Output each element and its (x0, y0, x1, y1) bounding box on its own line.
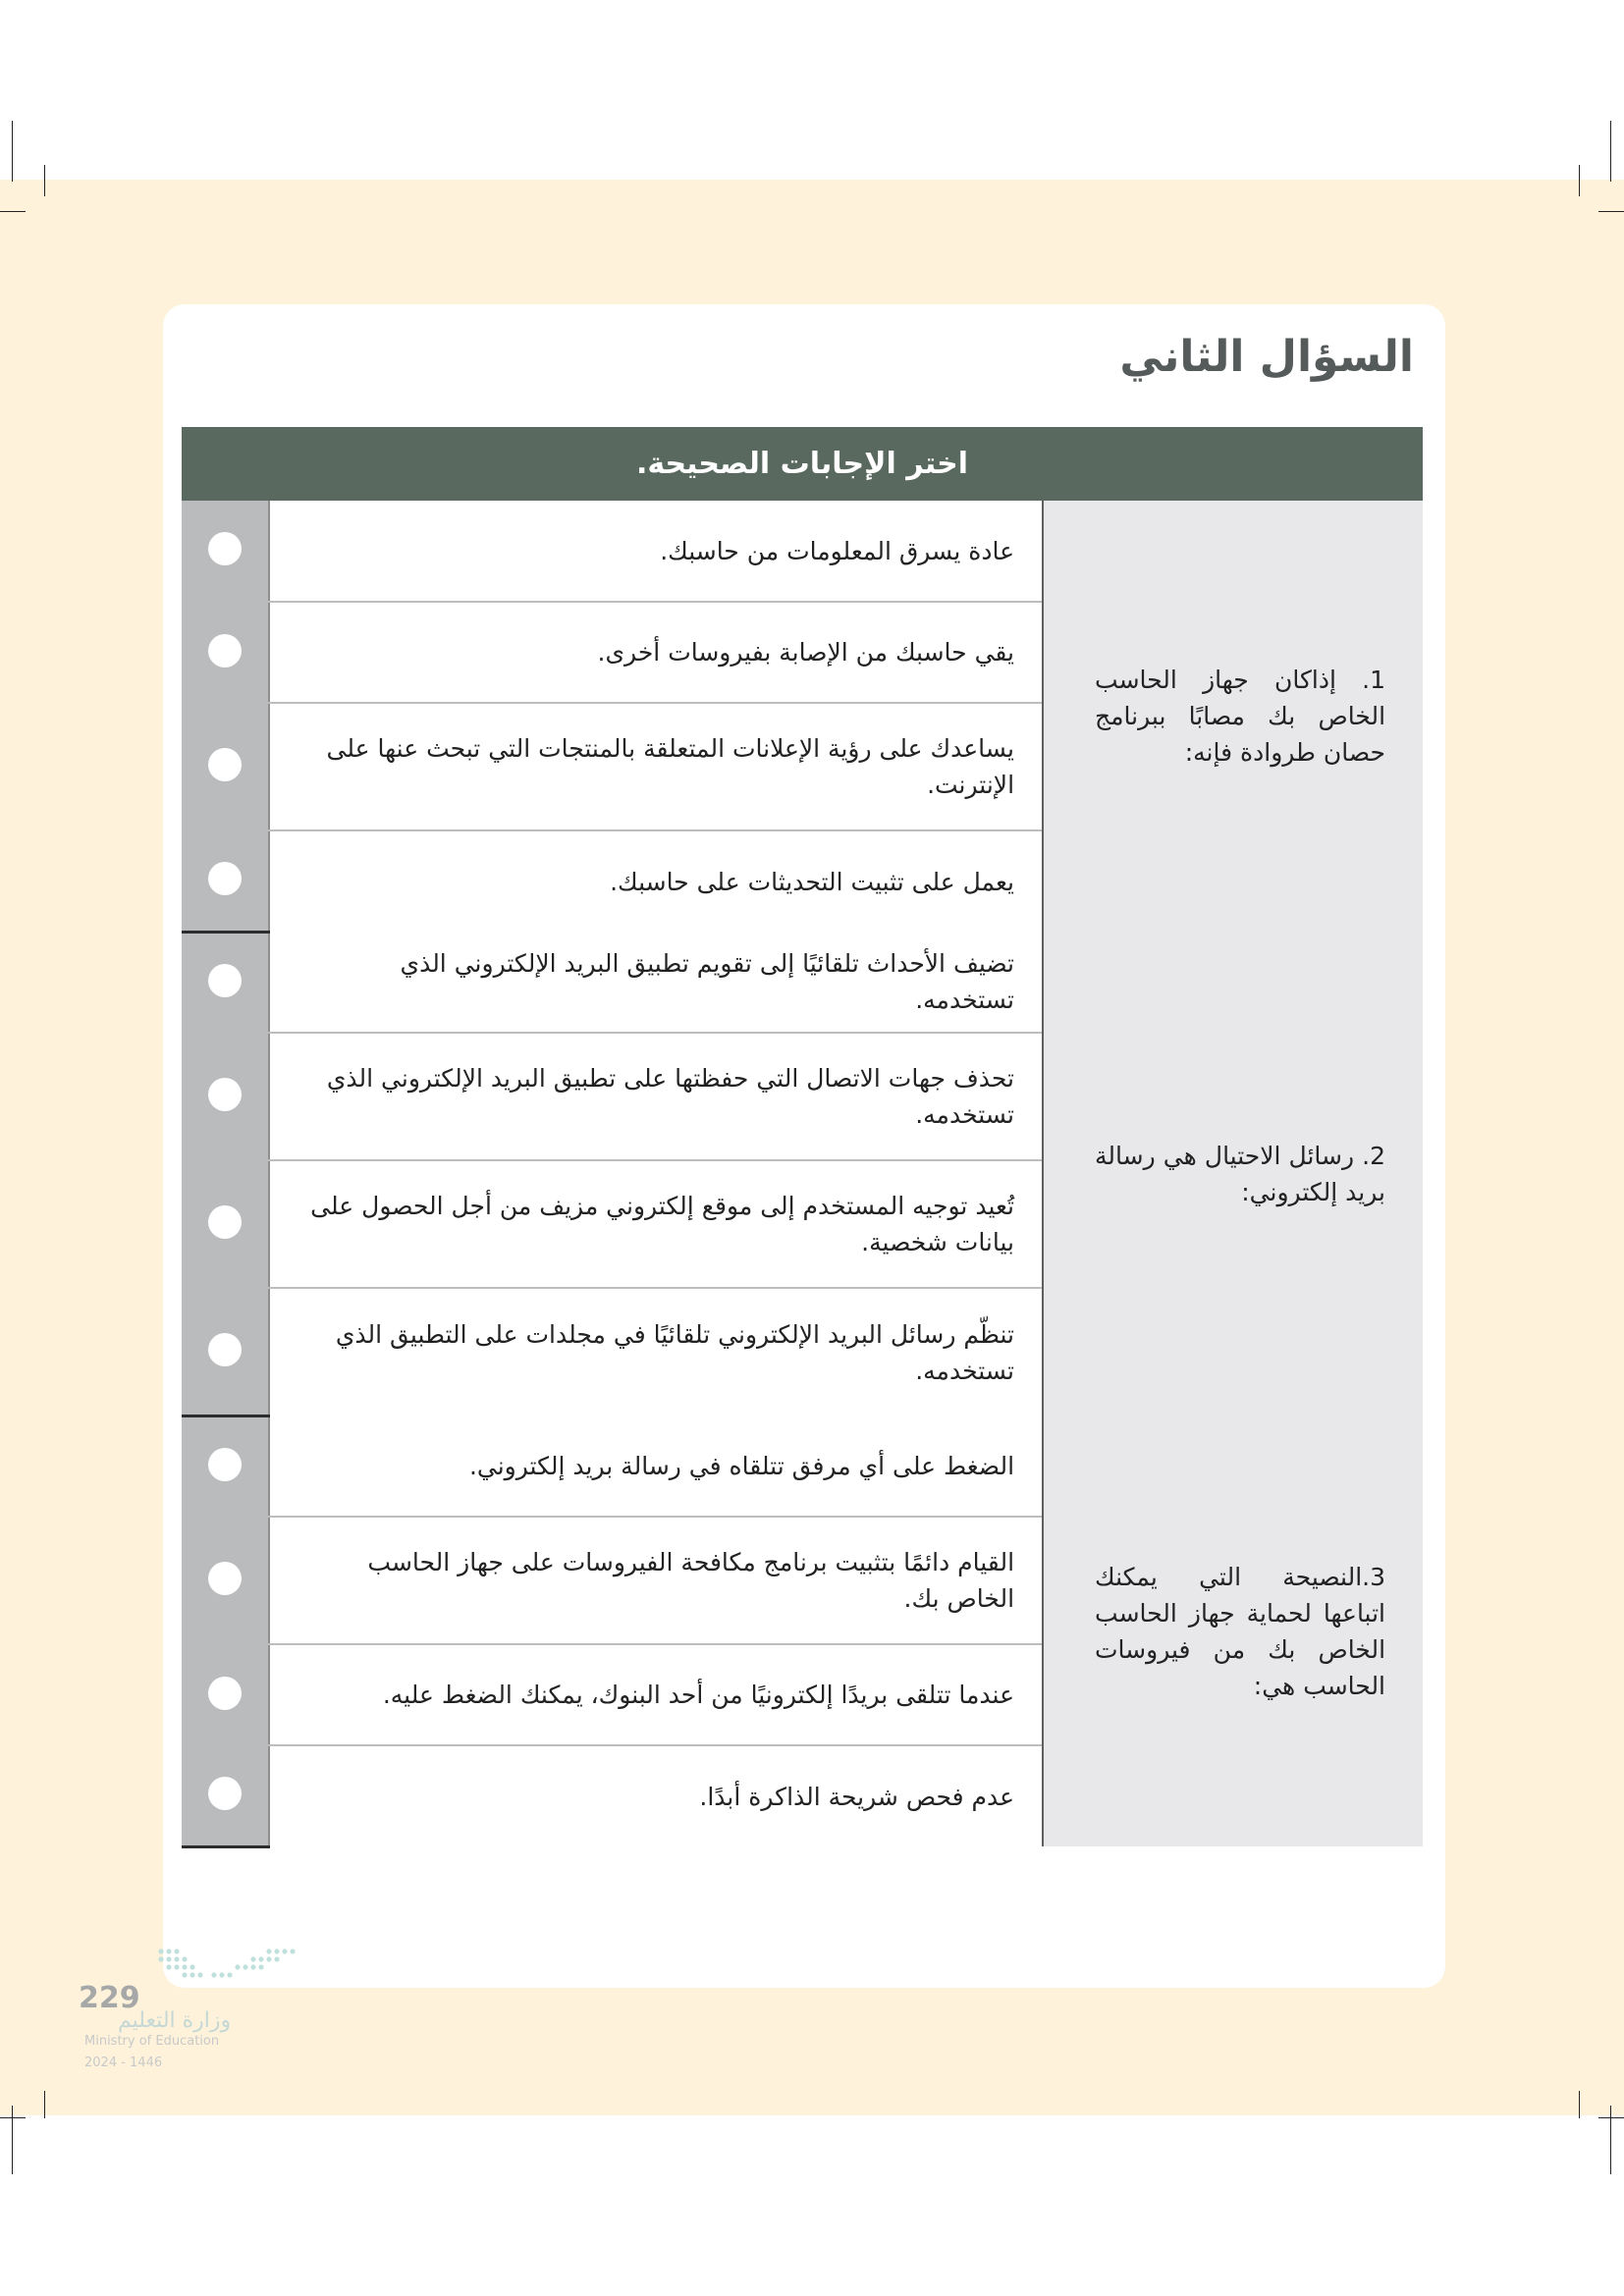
option-2c: تُعيد توجيه المستخدم إلى موقع إلكتروني مزيف من أجل الحصول على بيانات شخصية. (269, 1160, 1043, 1288)
radio-cell (182, 703, 269, 830)
radio-cell (182, 1160, 269, 1288)
crop-mark (12, 2106, 13, 2174)
option-1d: يعمل على تثبيت التحديثات على حاسبك. (269, 830, 1043, 932)
radio-cell (182, 501, 269, 602)
option-1a: عادة يسرق المعلومات من حاسبك. (269, 501, 1043, 602)
radio-cell (182, 1033, 269, 1160)
radio-option-1d[interactable] (208, 862, 242, 895)
option-1b: يقي حاسبك من الإصابة بفيروسات أخرى. (269, 602, 1043, 703)
radio-option-3c[interactable] (208, 1677, 242, 1710)
radio-option-1b[interactable] (208, 634, 242, 667)
crop-mark (1579, 165, 1580, 196)
radio-option-2b[interactable] (208, 1078, 242, 1111)
crop-mark (1598, 211, 1624, 212)
radio-cell (182, 1415, 269, 1517)
edition-year: 2024 - 1446 (84, 2056, 163, 2070)
option-2d: تنظّم رسائل البريد الإلكتروني تلقائيًا في مجلدات على التطبيق الذي تستخدمه. (269, 1288, 1043, 1415)
ministry-name-en: Ministry of Education (84, 2034, 220, 2049)
question-2-text: 2. رسائل الاحتيال هي رسالة بريد إلكتروني: (1043, 932, 1423, 1415)
questions-table (182, 427, 1423, 1848)
radio-option-3b[interactable] (208, 1562, 242, 1595)
radio-option-1c[interactable] (208, 748, 242, 781)
radio-cell (182, 1644, 269, 1745)
crop-mark (1610, 2106, 1611, 2174)
crop-mark (0, 211, 26, 212)
radio-option-1a[interactable] (208, 532, 242, 565)
radio-option-2d[interactable] (208, 1333, 242, 1366)
radio-option-3d[interactable] (208, 1777, 242, 1810)
crop-mark (1610, 121, 1611, 182)
option-1c: يساعدك على رؤية الإعلانات المتعلقة بالمنتجات التي تبحث عنها على الإنترنت. (269, 703, 1043, 830)
ministry-logo-icon (155, 1946, 298, 1985)
radio-cell (182, 932, 269, 1033)
crop-mark (1579, 2091, 1580, 2118)
question-1-text: 1. إذاكان جهاز الحاسب الخاص بك مصابًا ببرنامج حصان طروادة فإنه: (1043, 501, 1423, 932)
radio-option-2a[interactable] (208, 964, 242, 997)
radio-cell (182, 830, 269, 932)
crop-mark (12, 121, 13, 182)
crop-mark (44, 2091, 45, 2118)
question-title: السؤال الثاني (1119, 332, 1414, 382)
option-3c: عندما تتلقى بريدًا إلكترونيًا من أحد البنوك، يمكنك الضغط عليه. (269, 1644, 1043, 1745)
instruction-header: اختر الإجابات الصحيحة. (182, 427, 1423, 501)
radio-option-2c[interactable] (208, 1205, 242, 1239)
radio-cell (182, 602, 269, 703)
page-number: 229 (79, 1981, 140, 2015)
option-3d: عدم فحص شريحة الذاكرة أبدًا. (269, 1745, 1043, 1846)
crop-mark (44, 165, 45, 196)
option-2a: تضيف الأحداث تلقائيًا إلى تقويم تطبيق البريد الإلكتروني الذي تستخدمه. (269, 932, 1043, 1033)
ministry-name-ar: وزارة التعليم (118, 2008, 232, 2033)
radio-option-3a[interactable] (208, 1448, 242, 1481)
option-2b: تحذف جهات الاتصال التي حفظتها على تطبيق البريد الإلكتروني الذي تستخدمه. (269, 1033, 1043, 1160)
option-3a: الضغط على أي مرفق تتلقاه في رسالة بريد إلكتروني. (269, 1415, 1043, 1517)
crop-mark (0, 2117, 26, 2118)
radio-cell (182, 1288, 269, 1415)
crop-mark (1598, 2117, 1624, 2118)
radio-cell (182, 1745, 269, 1846)
option-3b: القيام دائمًا بتثبيت برنامج مكافحة الفيروسات على جهاز الحاسب الخاص بك. (269, 1517, 1043, 1644)
radio-cell (182, 1517, 269, 1644)
question-3-text: 3.النصيحة التي يمكنك اتباعها لحماية جهاز الحاسب الخاص بك من فيروسات الحاسب هي: (1043, 1415, 1423, 1846)
